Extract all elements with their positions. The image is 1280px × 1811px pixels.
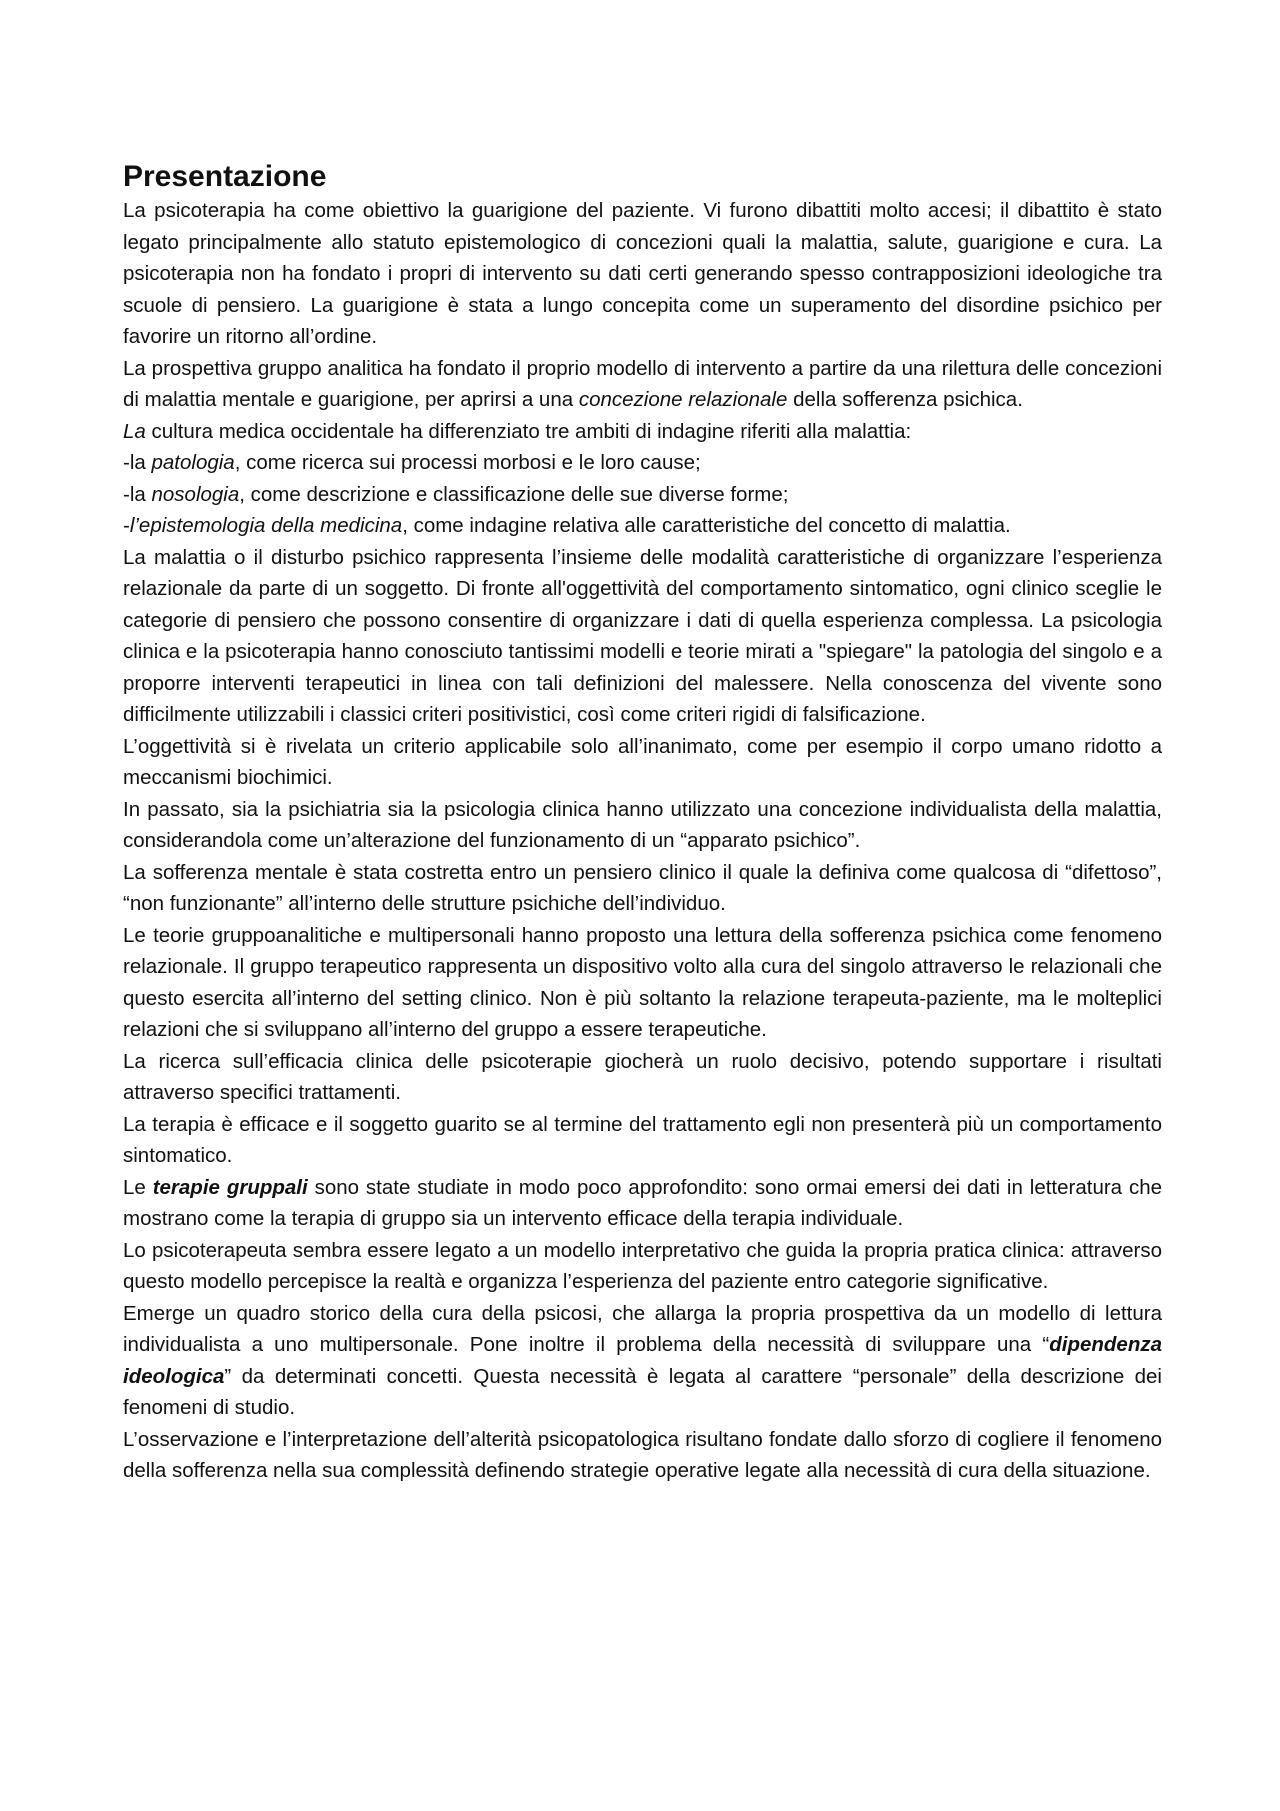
- paragraph-13-text-a: Emerge un quadro storico della cura della psicosi, che allarga la propria prospettiva da un modello di lettura individualista a uno multipersonale. Pone inoltre il problema della necessità di sviluppare una “: [123, 1301, 1162, 1356]
- paragraph-14: L’osservazione e l’interpretazione dell’alterità psicopatologica risultano fondate dallo sforzo di cogliere il fenomeno della sofferenza nella sua complessità definendo strategie operative legate alla necessità di cura della situazione.: [123, 1427, 1162, 1482]
- list-item-prefix: -: [123, 514, 130, 537]
- list-item-term: nosologia: [151, 482, 240, 506]
- paragraph-2-emphasis: concezione relazionale: [578, 388, 788, 411]
- paragraph-9: La ricerca sull’efficacia clinica delle psicoterapie giocherà un ruolo decisivo, potendo supportare i risultati attraverso specifici trattamenti.: [123, 1049, 1162, 1104]
- list-item-description: , come indagine relativa alle caratteristiche del concetto di malattia.: [402, 514, 1011, 537]
- paragraph-4: La malattia o il disturbo psichico rappresenta l’insieme delle modalità caratteristiche di organizzare l’esperienza relazionale da parte di un soggetto. Di fronte all'oggettività del comportamento sintomatico, ogni clinico sceglie le categorie di pensiero che possono consentire di organizzare i dati di quella esperienza complessa. La psicologia clinica e la psicoterapia hanno conosciuto tantissimi modelli e teorie mirati a "spiegare" la patologia del singolo e a proporre interventi terapeutici in linea con tali definizioni del malessere. Nella conoscenza del vivente sono difficilmente utilizzabili i classici criteri positivistici, così come criteri rigidi di falsificazione.: [123, 545, 1162, 726]
- paragraph-2: [123, 353, 1162, 416]
- list-item-nosologia: [123, 479, 1162, 511]
- paragraph-11: [123, 1172, 1162, 1235]
- document-body: [123, 157, 1162, 1487]
- paragraph-3: [123, 416, 1162, 448]
- paragraph-10: La terapia è efficace e il soggetto guarito se al termine del trattamento egli non presenterà più un comportamento sintomatico.: [123, 1112, 1162, 1167]
- list-item-term: l’epistemologia della medicina: [129, 514, 403, 537]
- paragraph-13-emphasis: dipendenza ideologica: [123, 1333, 1162, 1388]
- page-title: Presentazione: [123, 160, 327, 193]
- paragraph-2-text-a: La prospettiva gruppo analitica ha fondato il proprio modello di intervento a partire da una rilettura delle concezioni di malattia mentale e guarigione, per aprirsi a una: [123, 356, 1162, 411]
- paragraph-11-emphasis: terapie gruppali: [152, 1175, 308, 1199]
- paragraph-5: L’oggettività si è rivelata un criterio applicabile solo all’inanimato, come per esempio il corpo umano ridotto a meccanismi biochimici.: [123, 734, 1162, 789]
- paragraph-13: [123, 1298, 1162, 1424]
- list-item-epistemologia: [123, 510, 1162, 542]
- paragraph-2-text-b: della sofferenza psichica.: [787, 388, 1023, 411]
- paragraph-13-text-b: ” da determinati concetti. Questa necessità è legata al carattere “personale” della descrizione dei fenomeni di studio.: [123, 1364, 1162, 1419]
- list-item-prefix: -la: [123, 451, 152, 474]
- paragraph-6: In passato, sia la psichiatria sia la psicologia clinica hanno utilizzato una concezione individualista della malattia, considerandola come un’alterazione del funzionamento di un “apparato psichico”.: [123, 797, 1162, 852]
- paragraph-3-text: cultura medica occidentale ha differenziato tre ambiti di indagine riferiti alla malattia:: [145, 419, 912, 443]
- paragraph-1: La psicoterapia ha come obiettivo la guarigione del paziente. Vi furono dibattiti molto accesi; il dibattito è stato legato principalmente allo statuto epistemologico di concezioni quali la malattia, salute, guarigione e cura. La psicoterapia non ha fondato i propri di intervento su dati certi generando spesso contrapposizioni ideologiche tra scuole di pensiero. La guarigione è stata a lungo concepita come un superamento del disordine psichico per favorire un ritorno all’ordine.: [123, 199, 1162, 348]
- list-item-prefix: -la: [123, 482, 152, 506]
- list-item-description: , come descrizione e classificazione delle sue diverse forme;: [239, 482, 789, 506]
- paragraph-11-text-b: sono state studiate in modo poco approfondito: sono ormai emersi dei dati in letteratura che mostrano come la terapia di gruppo sia un intervento efficace della terapia individuale.: [123, 1175, 1163, 1230]
- list-item-term: patologia: [151, 451, 235, 474]
- paragraph-3-emphasis: La: [123, 419, 146, 443]
- paragraph-12: Lo psicoterapeuta sembra essere legato a un modello interpretativo che guida la propria pratica clinica: attraverso questo modello percepisce la realtà e organizza l’esperienza del paziente entro categorie significative.: [123, 1238, 1162, 1293]
- list-item-patologia: [123, 447, 1162, 479]
- paragraph-7: La sofferenza mentale è stata costretta entro un pensiero clinico il quale la definiva come qualcosa di “difettoso”, “non funzionante” all’interno delle strutture psichiche dell’individuo.: [123, 860, 1162, 915]
- paragraph-8: Le teorie gruppoanalitiche e multipersonali hanno proposto una lettura della sofferenza psichica come fenomeno relazionale. Il gruppo terapeutico rappresenta un dispositivo volto alla cura del singolo attraverso le relazionali che questo esercita all’interno del setting clinico. Non è più soltanto la relazione terapeuta-paziente, ma le molteplici relazioni che si sviluppano all’interno del gruppo a essere terapeutiche.: [123, 923, 1162, 1041]
- paragraph-11-text-a: Le: [123, 1175, 153, 1199]
- list-item-description: , come ricerca sui processi morbosi e le loro cause;: [234, 451, 701, 474]
